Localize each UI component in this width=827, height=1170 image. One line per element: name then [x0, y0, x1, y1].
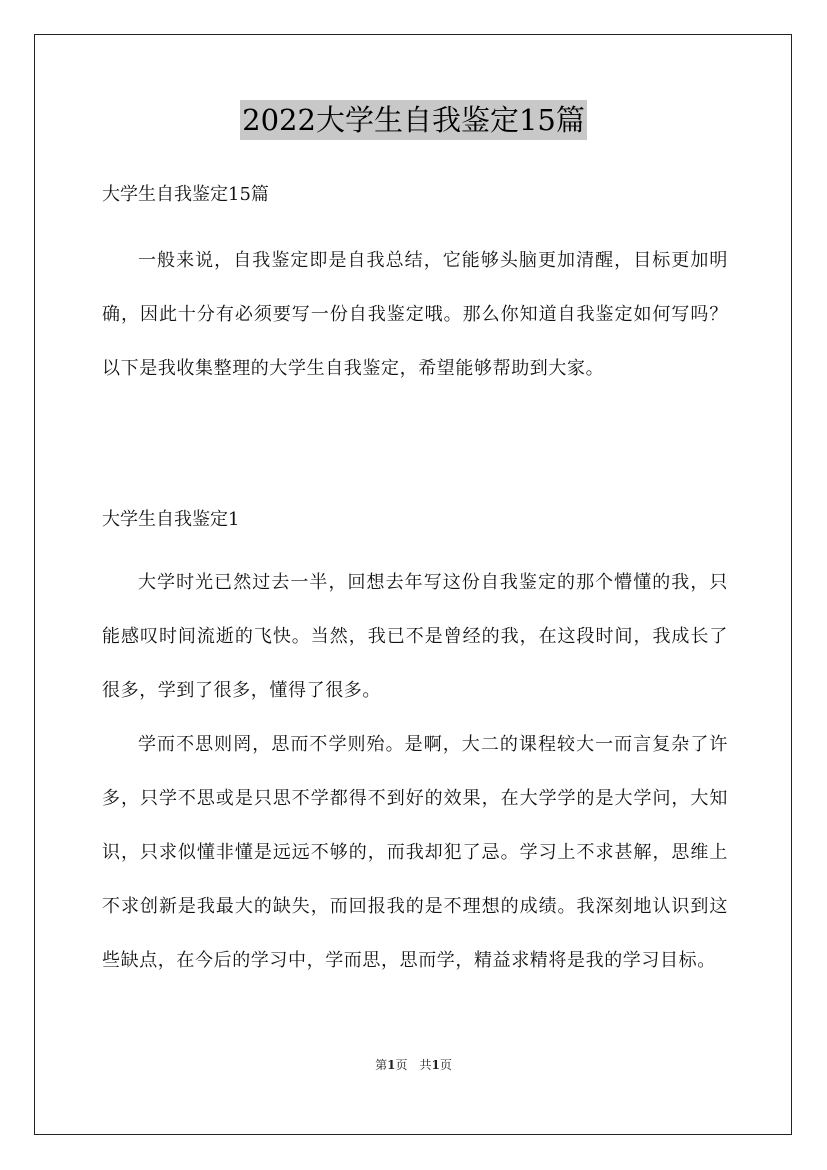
footer-mid: 页 共 — [395, 1058, 432, 1072]
page-footer — [0, 1056, 827, 1073]
body-paragraph-2: 学而不思则罔，思而不学则殆。是啊，大二的课程较大一而言复杂了许多，只学不思或是只思不学都得不到好的效果，在大学学的是大学问，大知识，只求似懂非懂是远远不够的，而我却犯了忌。学习上不求甚解，思维上不求创新是我最大的缺失，而回报我的是不理想的成绩。我深刻地认识到这些缺点，在今后的学习中，学而思，思而学，精益求精将是我的学习目标。 — [102, 734, 728, 971]
body-paragraph-1: 大学时光已然过去一半，回想去年写这份自我鉴定的那个懵懂的我，只能感叹时间流逝的飞快。当然，我已不是曾经的我，在这段时间，我成长了很多，学到了很多，懂得了很多。 — [102, 572, 728, 701]
footer-page-total: 1 — [431, 1058, 440, 1072]
intro-section — [102, 234, 728, 396]
document-subtitle: 大学生自我鉴定15篇 — [102, 184, 269, 205]
footer-suffix: 页 — [439, 1058, 452, 1072]
section-heading: 大学生自我鉴定1 — [102, 509, 240, 530]
intro-paragraph: 一般来说，自我鉴定即是自我总结，它能够头脑更加清醒，目标更加明确，因此十分有必须要写一份自我鉴定哦。那么你知道自我鉴定如何写吗？以下是我收集整理的大学生自我鉴定，希望能够帮助到大家。 — [102, 250, 728, 379]
section-body — [102, 556, 728, 988]
title-container — [0, 100, 827, 140]
document-title: 2022大学生自我鉴定15篇 — [240, 100, 587, 140]
footer-page-current: 1 — [387, 1058, 396, 1072]
footer-prefix: 第 — [375, 1058, 388, 1072]
